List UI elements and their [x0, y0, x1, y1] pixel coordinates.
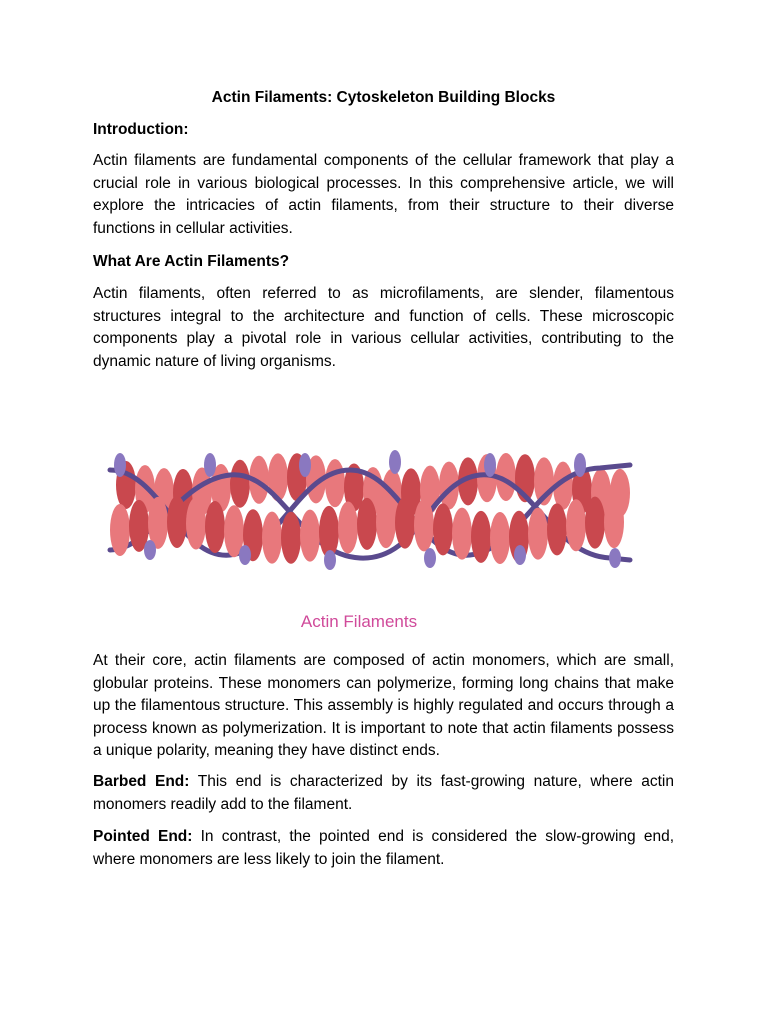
actin-monomer: [262, 512, 282, 564]
troponin-complex: [574, 453, 586, 477]
troponin-complex: [389, 450, 401, 474]
actin-monomer: [205, 501, 225, 553]
actin-monomer: [604, 496, 624, 548]
actin-monomer: [490, 512, 510, 564]
actin-monomer: [325, 459, 345, 507]
pointed-end-paragraph: [93, 826, 674, 871]
introduction-paragraph: Actin filaments are fundamental components of the cellular framework that play a crucial role in various biological processes. In this comprehensive article, we will explore the intricacies of actin filaments, from their structure to their diverse functions in cellular activities.: [93, 152, 674, 237]
troponin-complex: [484, 453, 496, 477]
figure-caption: Actin Filaments: [300, 612, 418, 631]
troponin-complex: [144, 540, 156, 560]
barbed-end-text: This end is characterized by its fast-growing nature, where actin monomers readily add to the filament.: [93, 773, 674, 813]
troponin-complex: [609, 548, 621, 568]
actin-monomer: [566, 499, 586, 551]
actin-monomer: [547, 503, 567, 555]
actin-monomer: [357, 498, 377, 550]
what-are-actin-paragraph: Actin filaments, often referred to as microfilaments, are slender, filamentous structures integral to the architecture and function of cells. These microscopic components play a pivotal role in various cellular activities, contributing to the dynamic nature of living organisms.: [93, 285, 674, 370]
actin-monomer: [230, 460, 250, 508]
pointed-end-text: In contrast, the pointed end is considered the slow-growing end, where monomers are less likely to join the filament.: [93, 828, 674, 868]
actin-monomer: [433, 503, 453, 555]
actin-monomer: [376, 496, 396, 548]
core-structure-paragraph: At their core, actin filaments are composed of actin monomers, which are small, globular proteins. These monomers can polymerize, forming long chains that make up the filamentous structure. This assembly is highly regulated and occurs through a process known as polymerization. It is important to note that actin filaments possess a unique polarity, meaning they have distinct ends.: [93, 652, 674, 759]
troponin-complex: [299, 453, 311, 477]
actin-monomer: [319, 506, 339, 558]
what-are-actin-heading: What Are Actin Filaments?: [93, 253, 290, 270]
actin-filament-illustration: [100, 430, 640, 590]
actin-monomer: [281, 512, 301, 564]
troponin-complex: [204, 453, 216, 477]
actin-monomer: [167, 496, 187, 548]
actin-monomer: [528, 508, 548, 560]
actin-monomer: [414, 499, 434, 551]
barbed-end-paragraph: [93, 771, 674, 816]
troponin-complex: [114, 453, 126, 477]
introduction-heading: Introduction:: [93, 121, 189, 138]
troponin-complex: [424, 548, 436, 568]
actin-monomer: [186, 498, 206, 550]
document-title: Actin Filaments: Cytoskeleton Building Blocks: [211, 89, 556, 106]
actin-monomer: [395, 497, 415, 549]
actin-monomer: [110, 504, 130, 556]
troponin-complex: [514, 545, 526, 565]
pointed-end-label: Pointed End:: [93, 828, 193, 845]
actin-monomer: [452, 508, 472, 560]
troponin-complex: [324, 550, 336, 570]
actin-monomer: [471, 511, 491, 563]
actin-monomer: [585, 497, 605, 549]
troponin-complex: [239, 545, 251, 565]
barbed-end-label: Barbed End:: [93, 773, 190, 790]
actin-monomer: [300, 510, 320, 562]
actin-monomer: [338, 502, 358, 554]
